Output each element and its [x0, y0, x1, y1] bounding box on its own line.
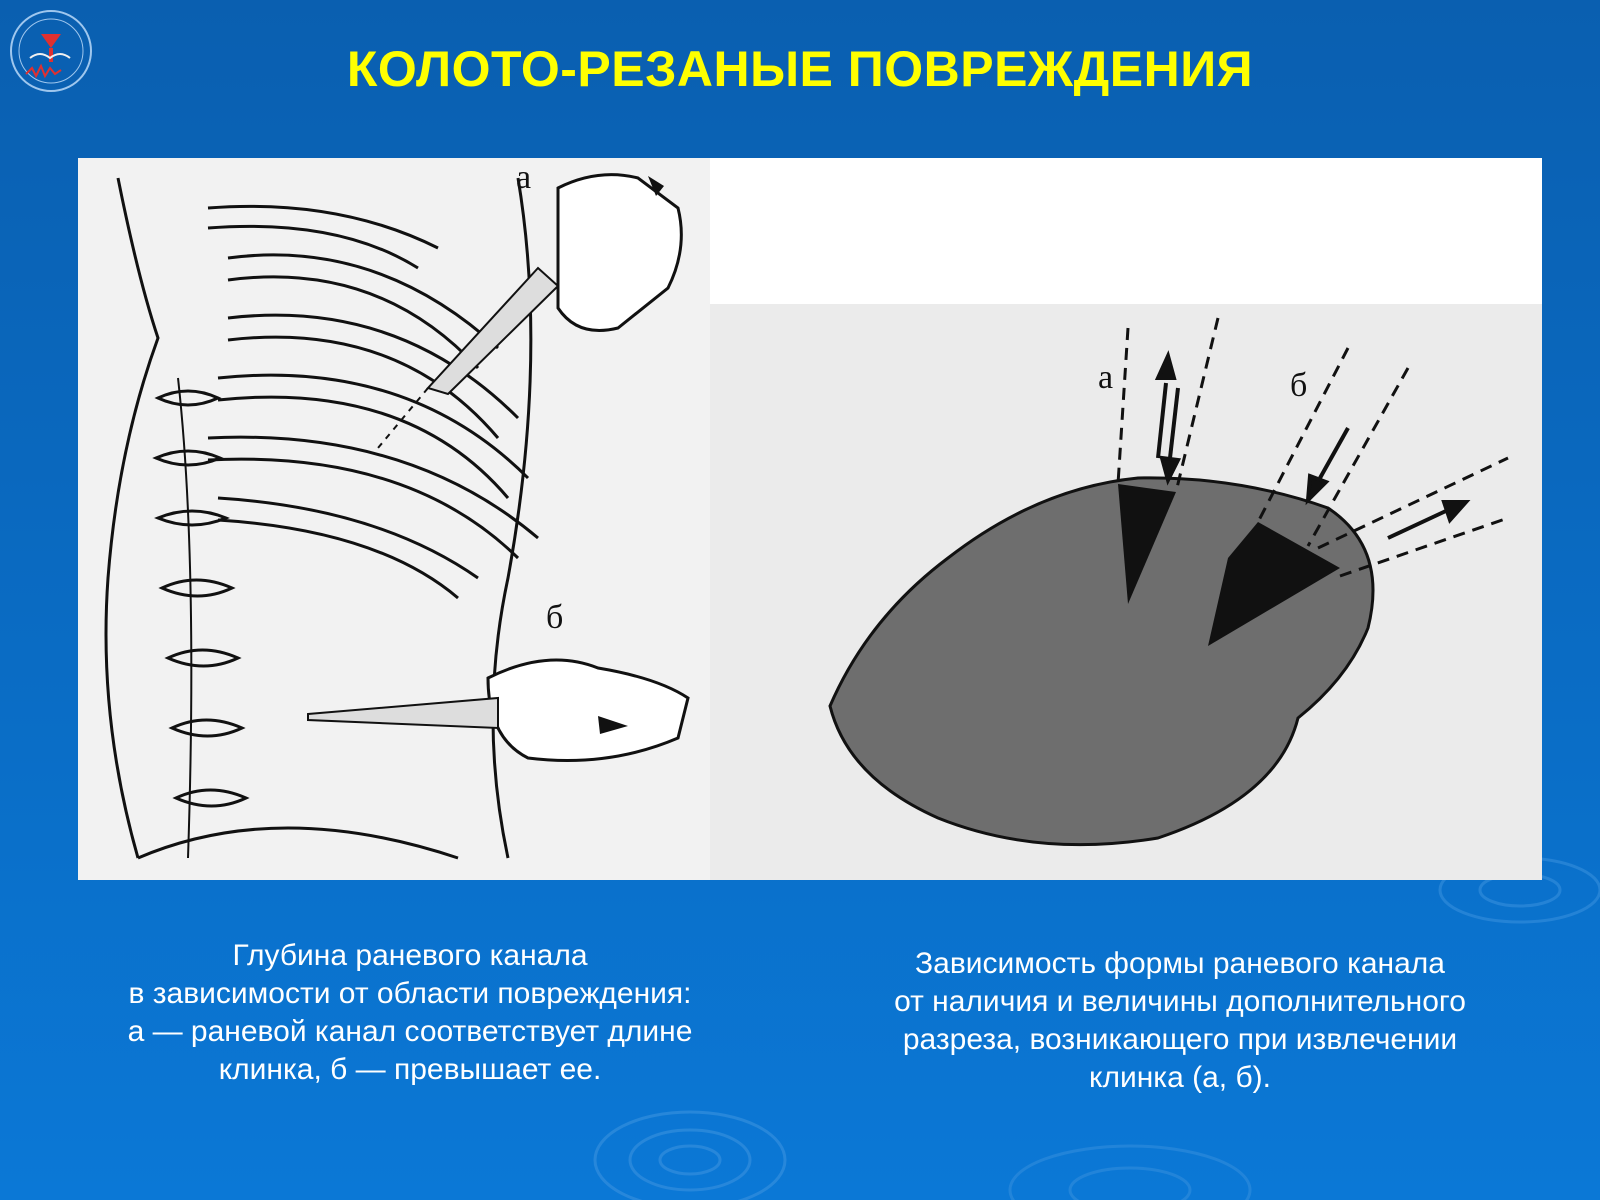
left-label-b: б	[546, 599, 564, 636]
water-ripple-decoration	[980, 1120, 1280, 1200]
wound-channel-illustration	[710, 304, 1542, 880]
right-caption-line: клинка (а, б).	[1089, 1061, 1271, 1094]
illustration-panel	[78, 158, 1542, 880]
torso-knife-illustration	[78, 158, 710, 880]
right-label-a: а	[1098, 359, 1114, 396]
right-caption	[820, 945, 1540, 1097]
right-caption-line: от наличия и величины дополнительного	[894, 985, 1466, 1018]
left-label-a: а	[516, 159, 532, 196]
right-caption-line: Зависимость формы раневого канала	[915, 947, 1445, 980]
left-caption-line: Глубина раневого канала	[232, 939, 588, 972]
left-caption	[70, 937, 750, 1089]
left-caption-line: в зависимости от области повреждения:	[128, 977, 692, 1010]
left-caption-line: клинка, б — превышает ее.	[218, 1053, 602, 1086]
slide-title: КОЛОТО-РЕЗАНЫЕ ПОВРЕЖДЕНИЯ	[346, 41, 1254, 97]
right-label-b: б	[1290, 367, 1308, 404]
left-caption-line: а — раневой канал соответствует длине	[127, 1015, 693, 1048]
right-caption-line: разреза, возникающего при извлечении	[902, 1023, 1458, 1056]
